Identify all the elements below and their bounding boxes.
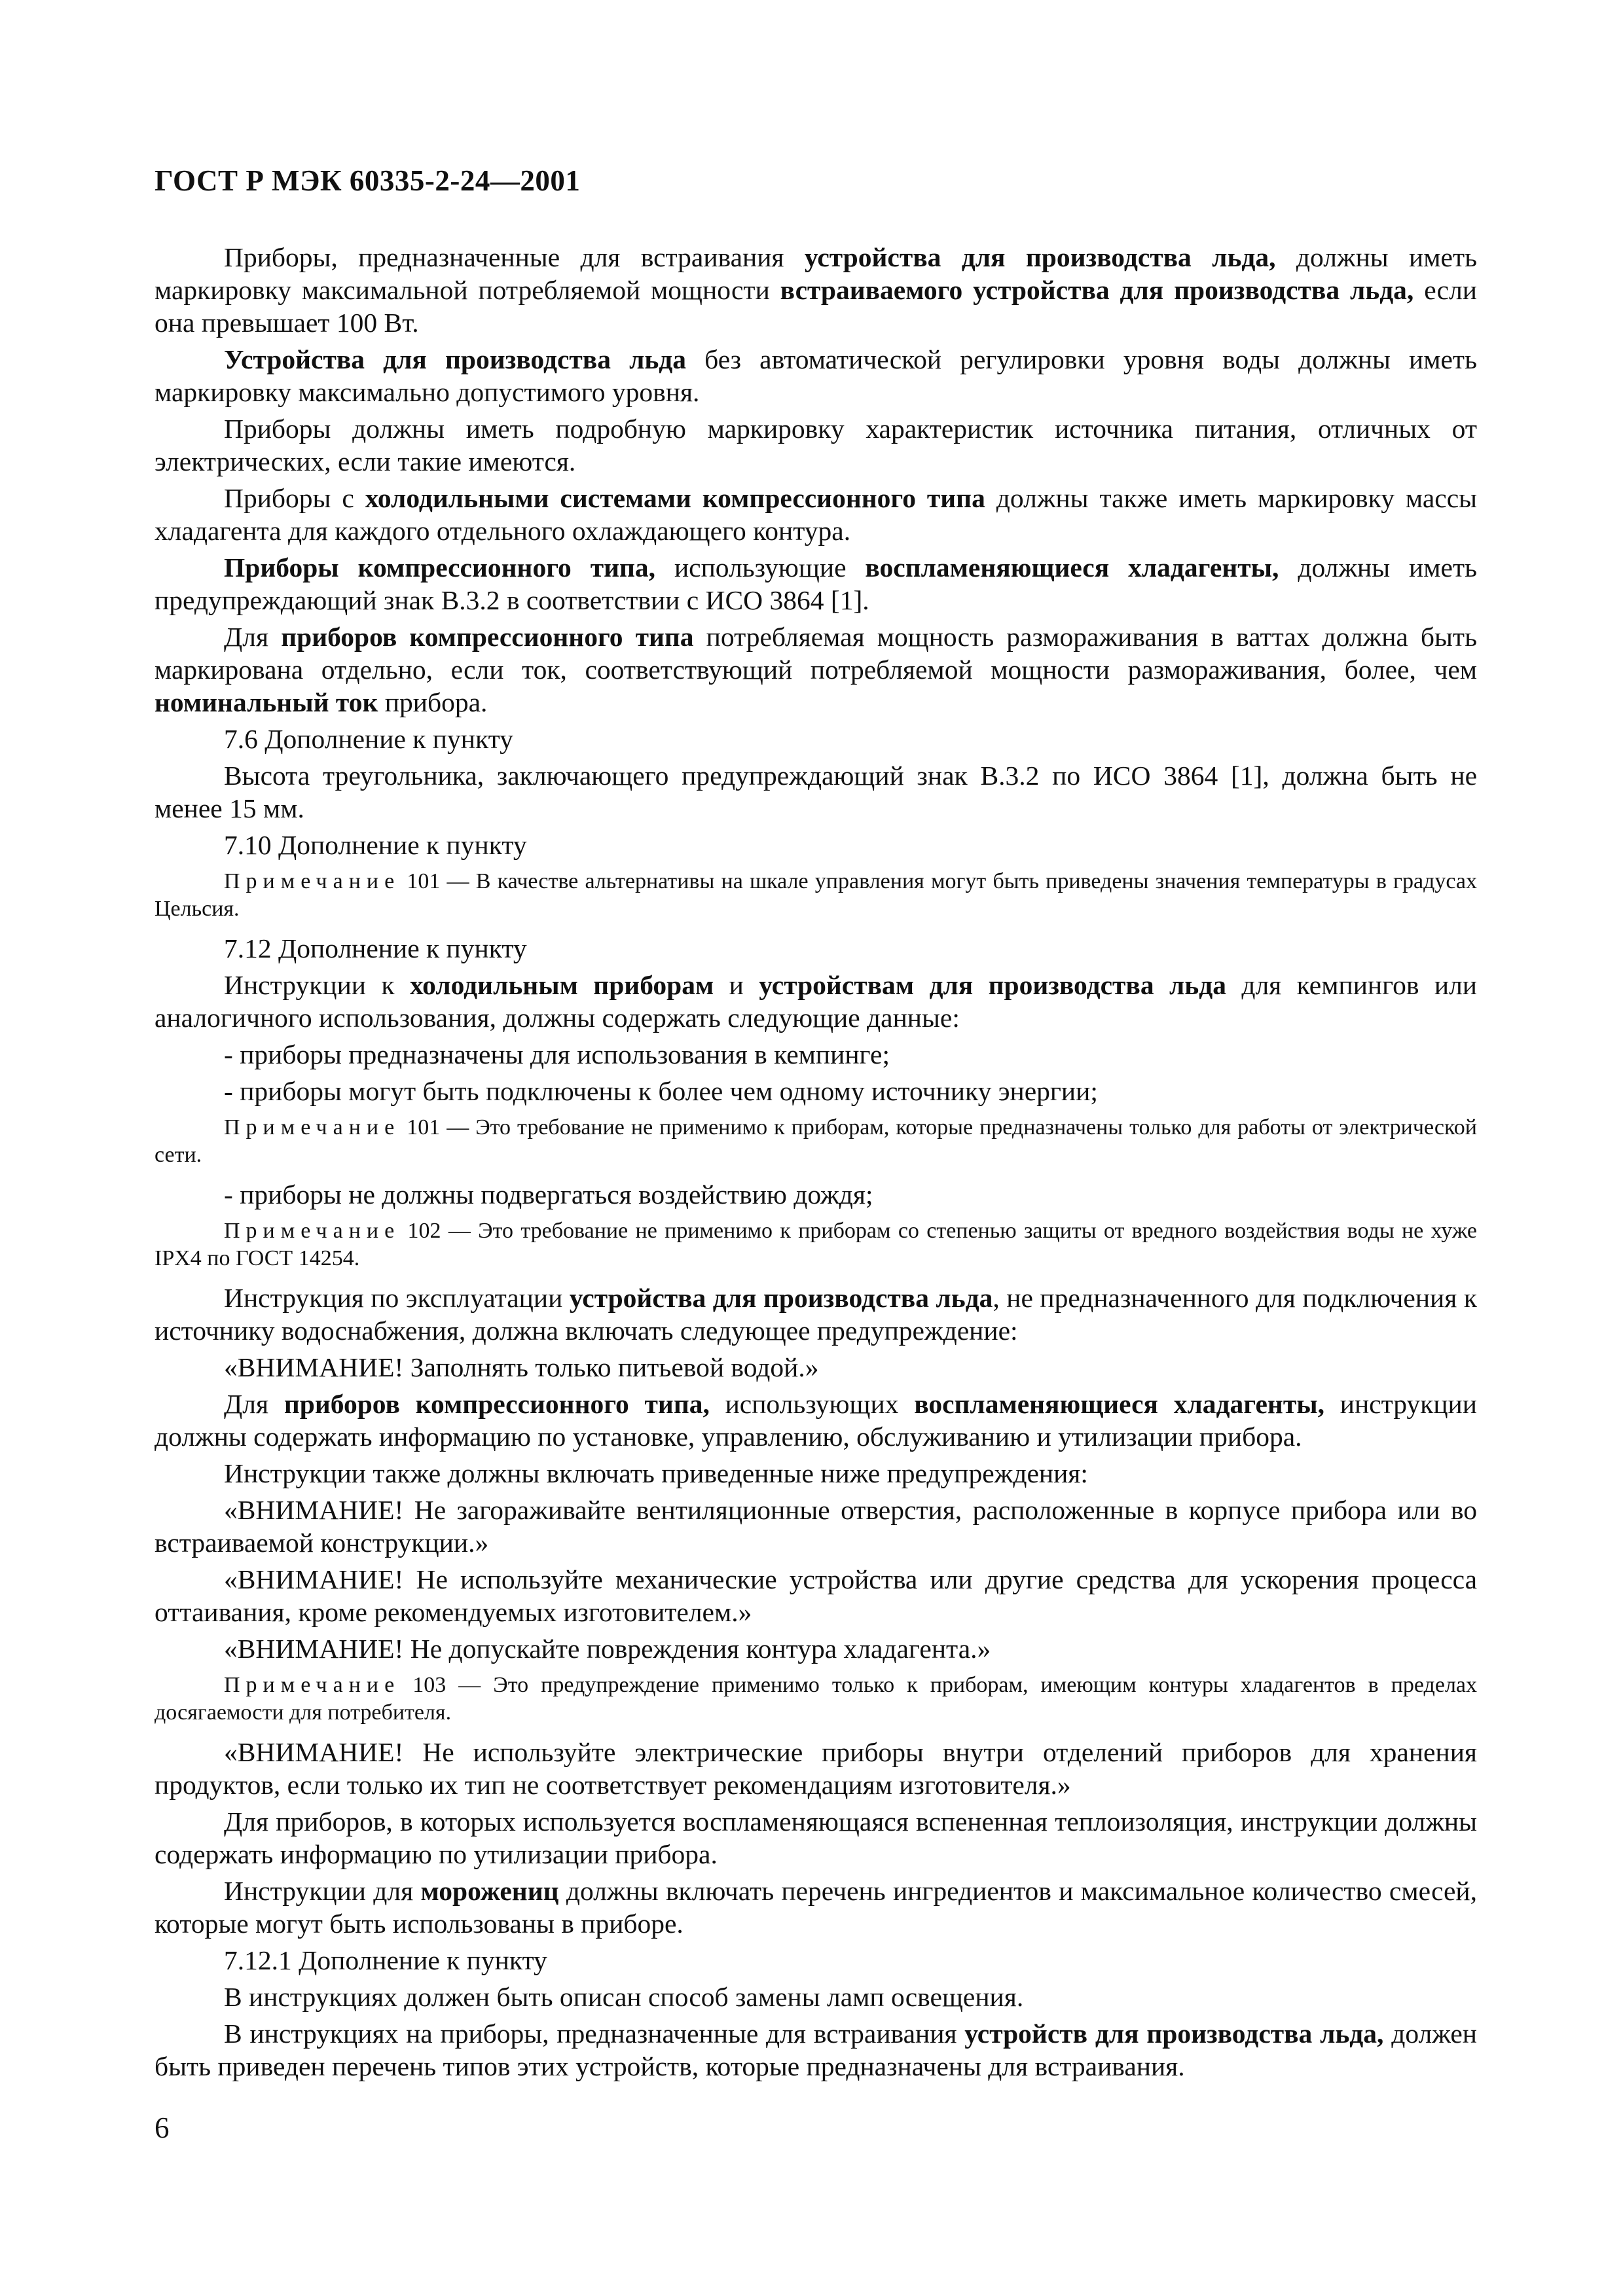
text-run: должны включать перечень ингредиентов и максимальное количество смесей, которые могут быть использованы в приборе. [155,1876,1477,1939]
bold-term: устройствам для производства льда [759,970,1226,1000]
bold-term: воспламеняющиеся хладагенты, [914,1389,1325,1419]
note-label: Примечание [224,1219,401,1243]
text-run: потребляемая мощность размораживания в ваттах должна быть маркирована отдельно, если ток, соответствующий потребляемой мощности размораживания, более, чем [155,622,1477,685]
text-run: 7.10 Дополнение к пункту [224,830,527,860]
paragraph [155,412,1477,478]
text-run: Высота треугольника, заключающего предупреждающий знак B.3.2 по ИСО 3864 [1], должна быть не менее 15 мм. [155,761,1477,823]
text-run: «ВНИМАНИЕ! Не загораживайте вентиляционные отверстия, расположенные в корпусе прибора или во встраиваемой конструкции.» [155,1495,1477,1558]
text-run: 7.12.1 Дополнение к пункту [224,1945,547,1975]
text-run: Для [224,622,282,652]
text-run: 7.6 Дополнение к пункту [224,724,513,754]
text-run: должны иметь маркировку максимальной потребляемой мощности [155,242,1478,305]
paragraph [155,1632,1477,1665]
bold-term: холодильными системами компрессионного типа [365,483,985,513]
text-run: Инструкции к [224,970,410,1000]
page-number: 6 [155,2111,170,2144]
paragraph [155,1494,1477,1559]
paragraph [155,1178,1477,1211]
paragraph [155,932,1477,965]
bold-term: Приборы компрессионного типа, [224,552,656,583]
paragraph [155,1457,1477,1490]
text-run: - приборы могут быть подключены к более чем одному источнику энергии; [224,1076,1098,1106]
bold-term: встраиваемого устройства для производства льда, [780,275,1414,305]
text-run: и [714,970,759,1000]
text-run: 102 — Это требование не применимо к приборам со степенью защиты от вредного воздействия воды не хуже IPX4 по ГОСТ 14254. [155,1219,1477,1270]
paragraph [155,1282,1477,1347]
paragraph [155,829,1477,861]
text-run: использующих [709,1389,915,1419]
text-run: Инструкция по эксплуатации [224,1283,570,1313]
bold-term: воспламеняющиеся хладагенты, [865,552,1279,583]
text-run: Для [224,1389,284,1419]
paragraph [155,723,1477,755]
note-label: Примечание [224,1673,401,1697]
note-paragraph [155,1217,1477,1272]
text-run: Приборы, предназначенные для встраивания [224,242,805,272]
text-run: прибора. [378,687,488,717]
text-run: должны иметь предупреждающий знак B.3.2 в соответствии с ИСО 3864 [1]. [155,552,1478,615]
paragraph [155,1075,1477,1107]
paragraph [155,759,1477,825]
note-label: Примечание [224,869,401,893]
text-run: Инструкции также должны включать приведенные ниже предупреждения: [224,1458,1088,1488]
text-run: для кемпингов или аналогичного использования, должны содержать следующие данные: [155,970,1477,1033]
bold-term: номинальный ток [155,687,378,717]
text-run: без автоматической регулировки уровня воды должны иметь маркировку максимально допустимого уровня. [155,344,1477,407]
text-run: использующие [655,552,866,583]
paragraph [155,2017,1477,2083]
paragraph [155,969,1477,1034]
text-run: «ВНИМАНИЕ! Не допускайте повреждения контура хладагента.» [224,1634,991,1664]
note-label: Примечание [224,1115,401,1139]
bold-term: устройства для производства льда, [804,242,1276,272]
paragraph [155,1981,1477,2013]
paragraph [155,1874,1477,1940]
bold-term: устройств для производства льда, [964,2018,1384,2049]
paragraph [155,1563,1477,1628]
text-run: Приборы с [224,483,365,513]
text-run: 103 — Это предупреждение применимо только к приборам, имеющим контуры хладагентов в пределах досягаемости для потребителя. [155,1673,1477,1725]
bold-term: приборов компрессионного типа, [283,1389,710,1419]
text-run: Для приборов, в которых используется воспламеняющаяся вспененная теплоизоляция, инструкции должны содержать информацию по утилизации прибора. [155,1806,1477,1869]
paragraph [155,1805,1477,1871]
text-run: В инструкциях на приборы, предназначенные для встраивания [224,2018,965,2049]
bold-term: приборов компрессионного типа [281,622,694,652]
bold-term: морожениц [420,1876,559,1906]
document-header: ГОСТ Р МЭК 60335-2-24—2001 [155,164,581,197]
paragraph [155,343,1477,408]
text-run: В инструкциях должен быть описан способ замены ламп освещения. [224,1982,1024,2012]
paragraph [155,551,1477,617]
paragraph [155,1736,1477,1801]
paragraph [155,241,1477,339]
document-body [155,241,1477,2087]
text-run: должны также иметь маркировку массы хладагента для каждого отдельного охлаждающего контура. [155,483,1477,546]
bold-term: устройства для производства льда [569,1283,993,1313]
paragraph [155,620,1477,719]
text-run: «ВНИМАНИЕ! Не используйте электрические приборы внутри отделений приборов для хранения продуктов, если только их тип не соответствует рекомендациям изготовителя.» [155,1737,1477,1800]
bold-term: холодильным приборам [409,970,714,1000]
text-run: должен быть приведен перечень типов этих устройств, которые предназначены для встраивания. [155,2018,1477,2081]
text-run: если она превышает 100 Вт. [155,275,1477,338]
text-run: «ВНИМАНИЕ! Заполнять только питьевой водой.» [224,1352,819,1382]
text-run: инструкции должны содержать информацию по установке, управлению, обслуживанию и утилизации прибора. [155,1389,1477,1452]
text-run: Приборы должны иметь подробную маркировку характеристик источника питания, отличных от электрических, если такие имеются. [155,414,1477,476]
text-run: - приборы не должны подвергаться воздействию дождя; [224,1179,873,1210]
paragraph [155,482,1477,547]
text-run: «ВНИМАНИЕ! Не используйте механические устройства или другие средства для ускорения процесса оттаивания, кроме рекомендуемых изготовителем.» [155,1564,1477,1627]
note-paragraph [155,1114,1477,1169]
note-paragraph [155,868,1477,923]
text-run: , не предназначенного для подключения к источнику водоснабжения, должна включать следующее предупреждение: [155,1283,1477,1346]
text-run: 101 — Это требование не применимо к приборам, которые предназначены только для работы от электрической сети. [155,1115,1477,1167]
paragraph [155,1944,1477,1977]
text-run: 7.12 Дополнение к пункту [224,933,527,963]
text-run: - приборы предназначены для использования в кемпинге; [224,1039,890,1069]
bold-term: Устройства для производства льда [224,344,687,374]
note-paragraph [155,1672,1477,1727]
text-run: Инструкции для [224,1876,421,1906]
paragraph [155,1038,1477,1071]
paragraph [155,1351,1477,1384]
text-run: 101 — В качестве альтернативы на шкале управления могут быть приведены значения температуры в градусах Цельсия. [155,869,1477,921]
paragraph [155,1388,1477,1453]
